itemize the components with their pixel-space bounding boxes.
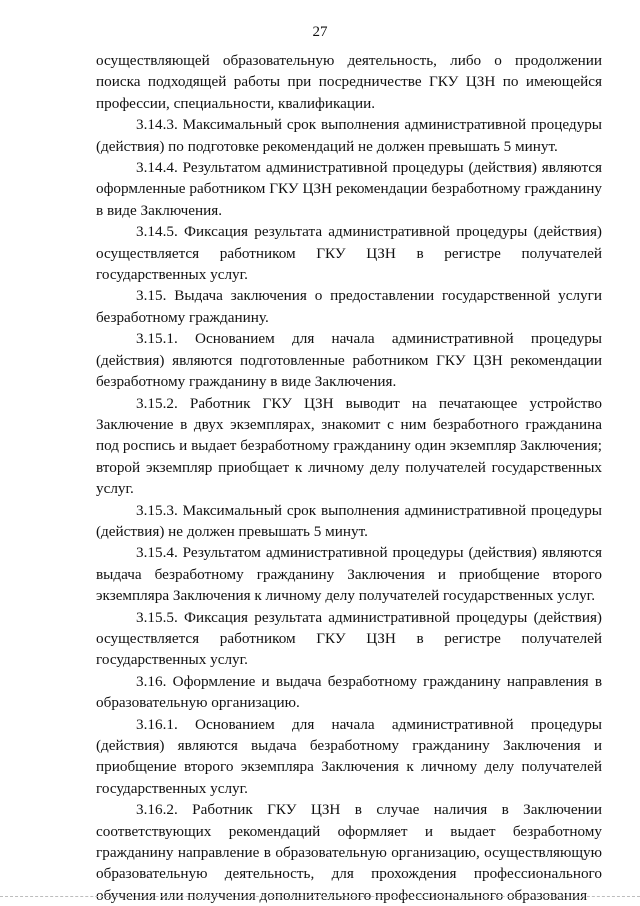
paragraph-3-16-1: 3.16.1. Основанием для начала административной процедуры (действия) являются выдача безработному гражданину Заключения и приобщение второго экземпляра Заключения к личному делу получателей государственных услуг. (96, 715, 602, 797)
paragraph-3-15-1: 3.15.1. Основанием для начала административной процедуры (действия) являются подготовленные работником ГКУ ЦЗН рекомендации безработному гражданину в виде Заключения. (96, 330, 602, 391)
paragraph-3-15-2: 3.15.2. Работник ГКУ ЦЗН выводит на печатающее устройство Заключение в двух экземплярах, знакомит с ним безработного гражданина под роспись и выдает безработному гражданину один экземпляр Заключения; второй экземпляр приобщает к личному делу получателей государственных услуг. (96, 394, 602, 498)
page-number: 27 (312, 24, 328, 40)
scan-edge-divider (0, 896, 640, 897)
paragraph-3-14-5: 3.14.5. Фиксация результата административной процедуры (действия) осуществляется работником ГКУ ЦЗН в регистре получателей государственных услуг. (96, 223, 602, 284)
paragraph-3-15-4: 3.15.4. Результатом административной процедуры (действия) являются выдача безработному гражданину Заключения и приобщение второго экземпляра Заключения к личному делу получателей государственных услуг. (96, 544, 602, 605)
paragraph-3-14-4: 3.14.4. Результатом административной процедуры (действия) являются оформленные работником ГКУ ЦЗН рекомендации безработному гражданину в виде Заключения. (96, 159, 602, 219)
paragraph-3-15: 3.15. Выдача заключения о предоставлении государственной услуги безработному гражданину. (96, 287, 602, 326)
paragraph-continuation: осуществляющей образовательную деятельность, либо о продолжении поиска подходящей работы при посредничестве ГКУ ЦЗН по имеющейся профессии, специальности, квалификации. (96, 52, 602, 112)
paragraph-3-15-5: 3.15.5. Фиксация результата административной процедуры (действия) осуществляется работником ГКУ ЦЗН в регистре получателей государственных услуг. (96, 608, 602, 669)
paragraph-3-16-2: 3.16.2. Работник ГКУ ЦЗН в случае наличия в Заключении соответствующих рекомендаций оформляет и выдает безработному гражданину направление в образовательную организацию, осуществляющую образовательную деятельность, для прохождения профессионального обучения или получения дополнительного профессионального образования (96, 801, 602, 904)
paragraph-3-16: 3.16. Оформление и выдача безработному гражданину направления в образовательную организацию. (96, 672, 602, 712)
document-body (96, 50, 602, 906)
paragraph-3-14-3: 3.14.3. Максимальный срок выполнения административной процедуры (действия) по подготовке рекомендаций не должен превышать 5 минут. (96, 116, 602, 155)
paragraph-3-15-3: 3.15.3. Максимальный срок выполнения административной процедуры (действия) не должен превышать 5 минут. (96, 501, 602, 540)
